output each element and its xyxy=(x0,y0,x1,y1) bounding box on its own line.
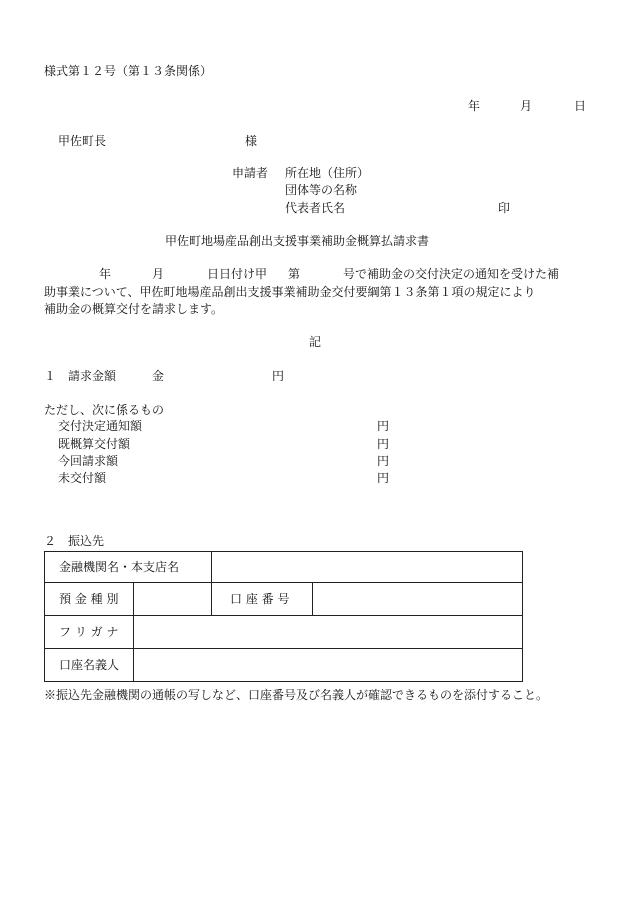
breakdown-item-label: 交付決定通知額 xyxy=(58,419,143,433)
applicant-rep-name: 代表者氏名 xyxy=(285,201,346,215)
body-line3: 補助金の概算交付を請求します。 xyxy=(44,302,224,316)
table-row xyxy=(45,552,523,583)
institution-label: 金融機関名・本支店名 xyxy=(45,552,212,583)
addressee-name: 甲佐町長 xyxy=(58,134,107,148)
applicant-label: 申請者 xyxy=(232,166,269,180)
addressee-honorific: 様 xyxy=(245,134,258,148)
breakdown-item-yen: 円 xyxy=(377,454,390,468)
date-day: 日 xyxy=(574,99,587,113)
breakdown-header: ただし、次に係るもの xyxy=(44,403,165,417)
account-number-label: 口 座 番 号 xyxy=(212,583,313,616)
breakdown-item-yen: 円 xyxy=(377,419,390,433)
date-year: 年 xyxy=(468,99,481,113)
breakdown-item-label: 今回請求額 xyxy=(58,454,119,468)
table-row xyxy=(45,649,523,682)
furigana-label: フ リ ガ ナ xyxy=(45,616,134,649)
body-month: 月 xyxy=(152,267,165,281)
breakdown-item-label: 未交付額 xyxy=(58,471,107,485)
item1-kin: 金 xyxy=(152,369,165,383)
item2-label: ２ 振込先 xyxy=(44,534,105,548)
table-row xyxy=(45,583,523,616)
item1-yen: 円 xyxy=(272,369,285,383)
body-line2: 助事業について、甲佐町地場産品創出支援事業補助金交付要綱第１３条第１項の規定により xyxy=(44,285,536,299)
body-year: 年 xyxy=(99,267,112,281)
body-line1-rest: 号で補助金の交付決定の通知を受けた補 xyxy=(343,267,560,281)
body-date: 日日付け甲 xyxy=(207,267,268,281)
bank-transfer-table xyxy=(44,551,523,682)
furigana-field[interactable] xyxy=(134,616,523,649)
breakdown-item-label: 既概算交付額 xyxy=(58,437,131,451)
deposit-type-label: 預 金 種 別 xyxy=(45,583,134,616)
institution-field[interactable] xyxy=(212,552,523,583)
form-number: 様式第１２号（第１３条関係） xyxy=(44,64,213,78)
breakdown-item-yen: 円 xyxy=(377,437,390,451)
item1-label: １ 請求金額 xyxy=(44,369,117,383)
ki-heading: 記 xyxy=(309,335,322,349)
account-holder-label: 口座名義人 xyxy=(45,649,134,682)
applicant-org-name: 団体等の名称 xyxy=(285,183,358,197)
body-dai: 第 xyxy=(288,267,301,281)
deposit-type-field[interactable] xyxy=(134,583,212,616)
document-title: 甲佐町地場産品創出支援事業補助金概算払請求書 xyxy=(165,234,430,248)
attachment-note: ※振込先金融機関の通帳の写しなど、口座番号及び名義人が確認できるものを添付すること。 xyxy=(44,688,549,702)
date-month: 月 xyxy=(520,99,533,113)
applicant-address: 所在地（住所） xyxy=(285,166,370,180)
account-holder-field[interactable] xyxy=(134,649,523,682)
seal-mark: 印 xyxy=(498,201,511,215)
table-row xyxy=(45,616,523,649)
account-number-field[interactable] xyxy=(313,583,523,616)
breakdown-item-yen: 円 xyxy=(377,471,390,485)
